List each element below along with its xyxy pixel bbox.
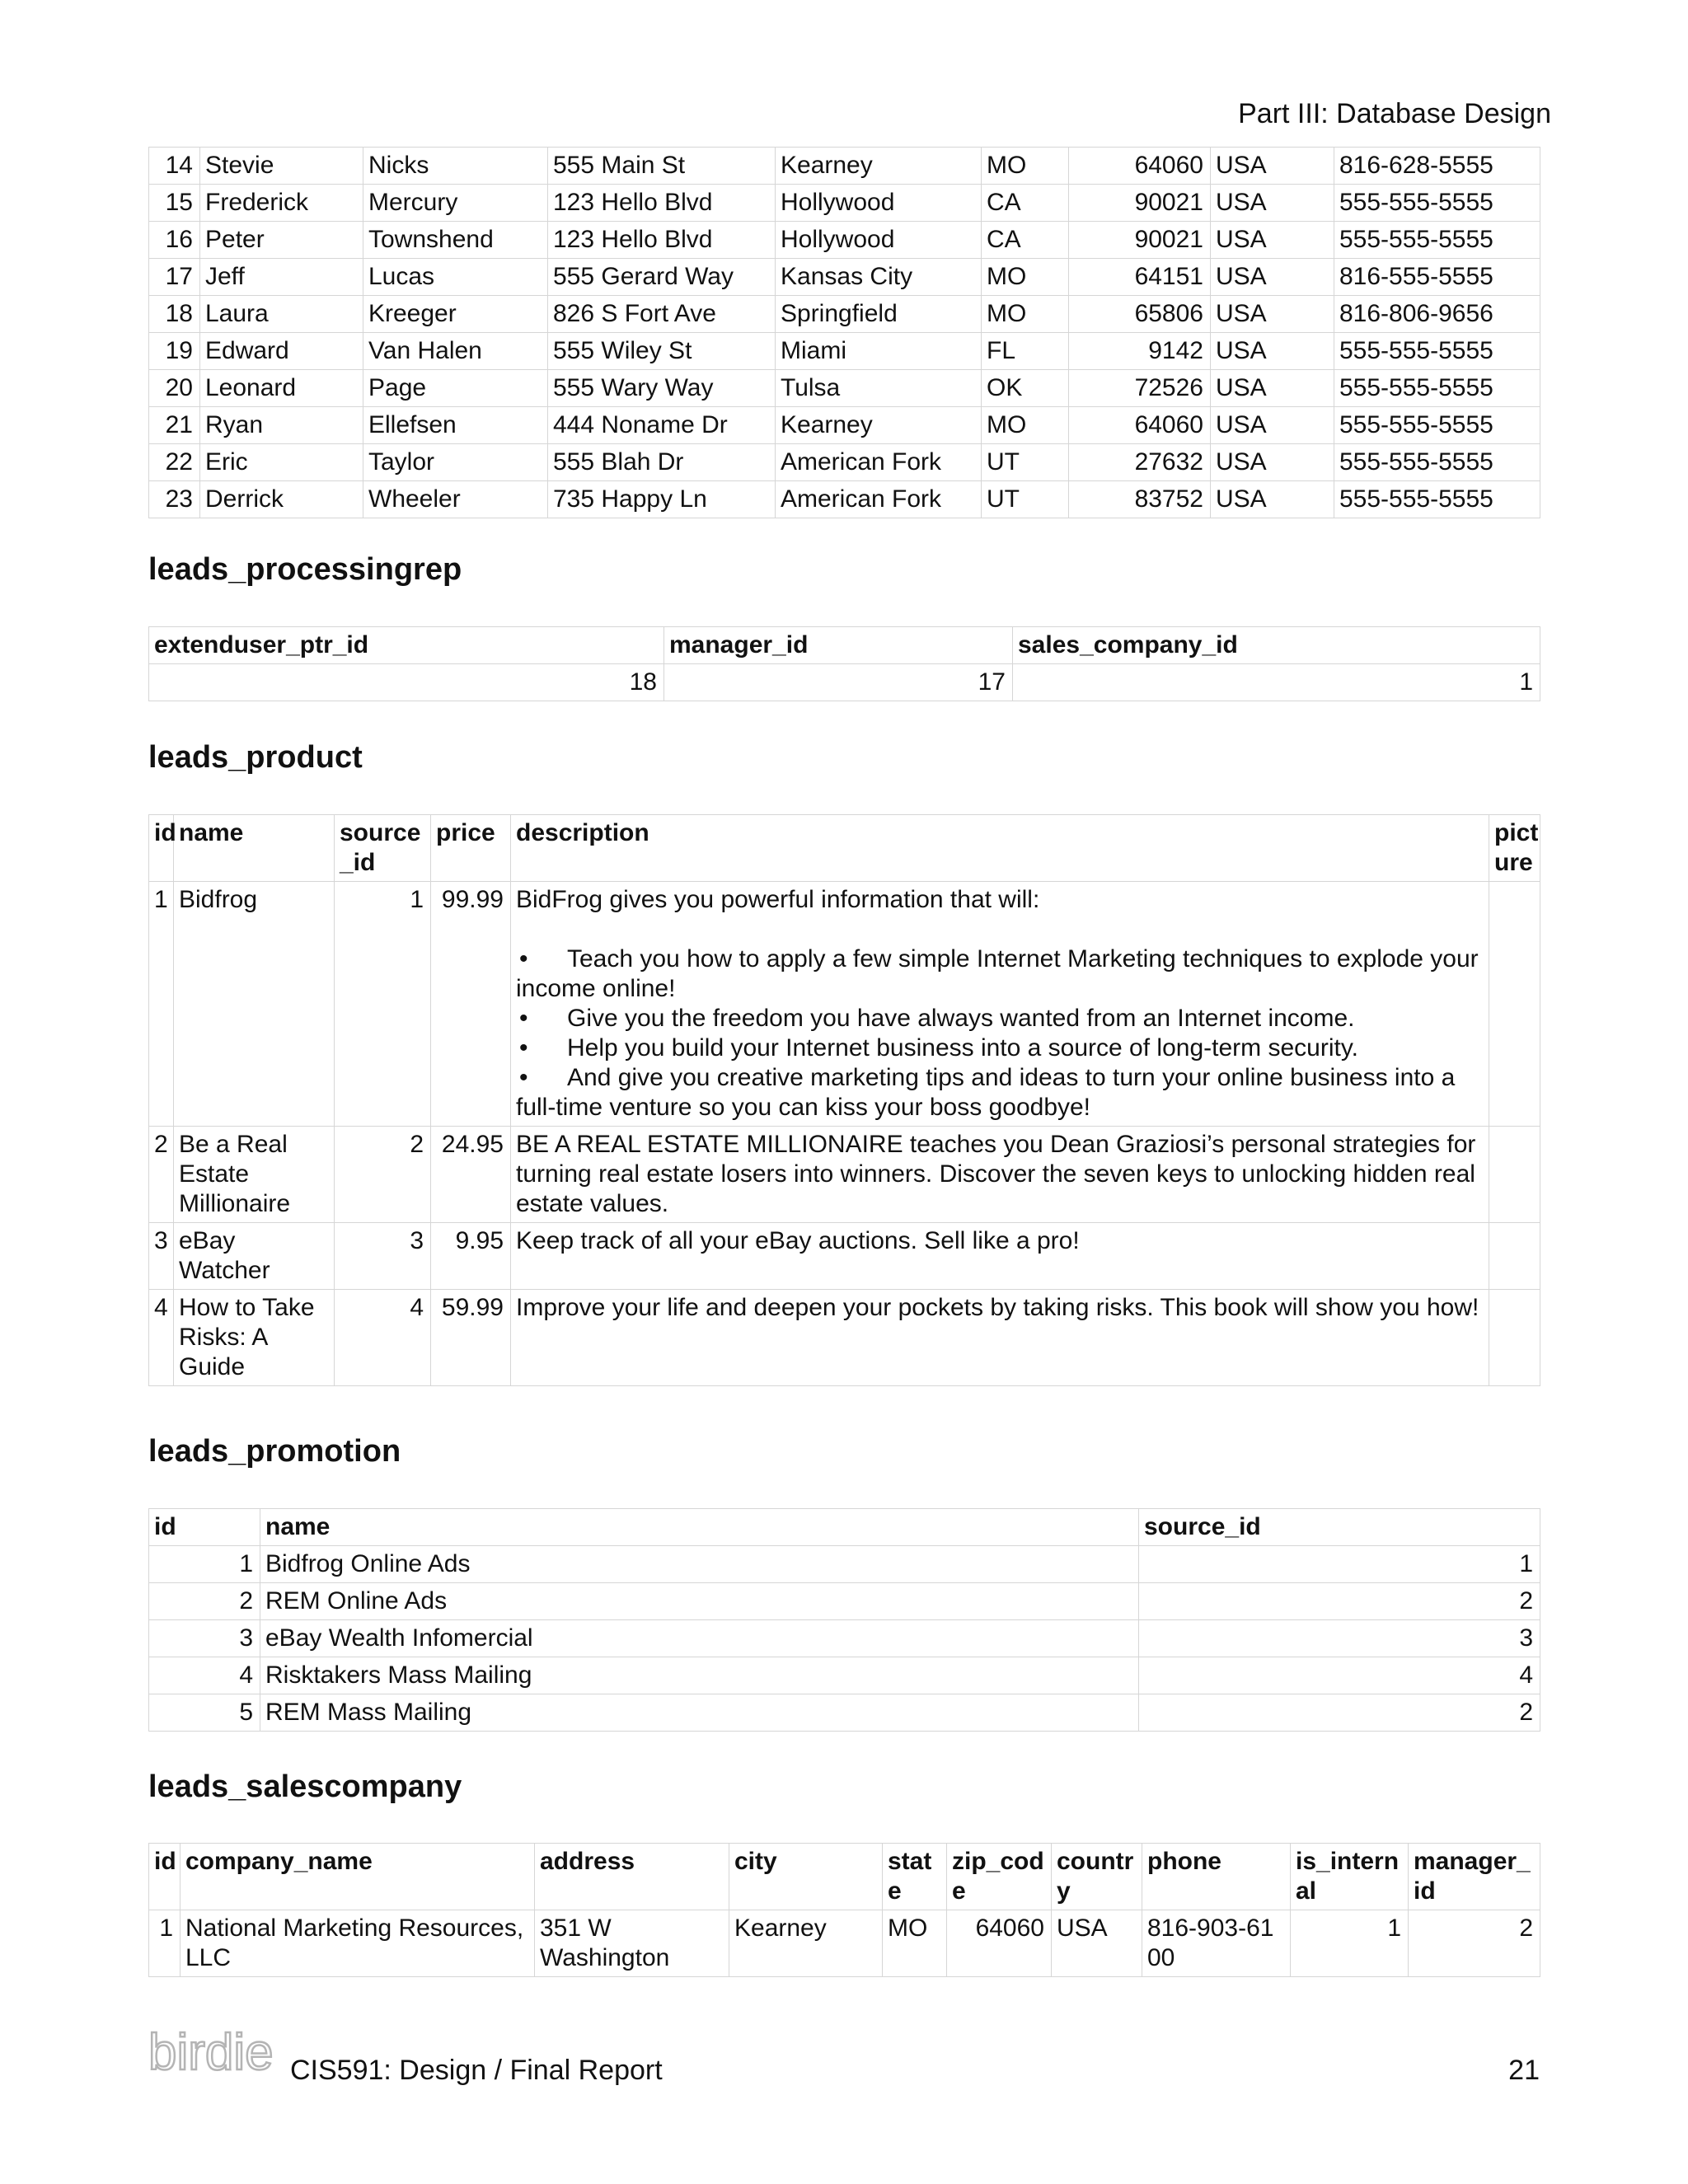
processingrep-table [148, 626, 1540, 701]
bullet-icon: • [519, 945, 528, 972]
product-picture-cell [1489, 882, 1540, 1127]
salescompany-phone-cell: 816-903-61 00 [1142, 1910, 1291, 1977]
table-header-row [149, 627, 1540, 664]
customer-id-cell: 23 [149, 481, 200, 518]
customer-city-cell: American Fork [776, 481, 982, 518]
salescompany-city-cell: Kearney [729, 1910, 883, 1977]
customer-address-cell: 444 Noname Dr [548, 407, 776, 444]
table-row [149, 407, 1540, 444]
table-row [149, 185, 1540, 222]
customer-state-cell: MO [982, 259, 1069, 296]
product-picture-cell [1489, 1127, 1540, 1223]
customer-state-cell: OK [982, 370, 1069, 407]
product-price-cell: 9.95 [431, 1223, 511, 1290]
promotion-table [148, 1508, 1540, 1732]
table-row [149, 882, 1540, 1127]
customer-state-cell: CA [982, 222, 1069, 259]
customer-country-cell: USA [1211, 370, 1334, 407]
column-header: is_intern al [1291, 1844, 1409, 1910]
salescompany-zip-code-cell: 64060 [947, 1910, 1052, 1977]
promotion-id-cell: 4 [149, 1657, 260, 1694]
processingrep-cell: 18 [149, 664, 664, 701]
customer-first-cell: Ryan [200, 407, 363, 444]
customer-phone-cell: 555-555-5555 [1334, 333, 1540, 370]
customer-last-cell: Mercury [363, 185, 548, 222]
product-price-cell: 24.95 [431, 1127, 511, 1223]
customer-zip-cell: 90021 [1069, 185, 1211, 222]
salescompany-country-cell: USA [1052, 1910, 1142, 1977]
column-header: company_name [181, 1844, 535, 1910]
customer-country-cell: USA [1211, 481, 1334, 518]
list-item [516, 1063, 1482, 1122]
product-source-id-cell: 3 [335, 1223, 431, 1290]
customer-phone-cell: 816-628-5555 [1334, 148, 1540, 185]
customer-zip-cell: 64151 [1069, 259, 1211, 296]
product-name-cell: How to Take Risks: A Guide [174, 1290, 335, 1386]
salescompany-table [148, 1843, 1540, 1977]
customer-country-cell: USA [1211, 259, 1334, 296]
product-picture-cell [1489, 1290, 1540, 1386]
customer-phone-cell: 555-555-5555 [1334, 222, 1540, 259]
customer-last-cell: Taylor [363, 444, 548, 481]
table-row [149, 1694, 1540, 1732]
column-header: sales_company_id [1013, 627, 1540, 664]
column-header: manager_id [664, 627, 1013, 664]
bullet-icon: • [519, 1005, 528, 1032]
product-source-id-cell: 2 [335, 1127, 431, 1223]
product-description-cell: Keep track of all your eBay auctions. Sell like a pro! [511, 1223, 1489, 1290]
promotion-name-cell: REM Online Ads [260, 1583, 1139, 1620]
customer-last-cell: Ellefsen [363, 407, 548, 444]
customer-last-cell: Lucas [363, 259, 548, 296]
salescompany-manager-id-cell: 2 [1409, 1910, 1540, 1977]
salescompany-state-cell: MO [883, 1910, 947, 1977]
customer-first-cell: Leonard [200, 370, 363, 407]
column-header: id [149, 1844, 181, 1910]
product-source-id-cell: 1 [335, 882, 431, 1127]
promotion-name-cell: Risktakers Mass Mailing [260, 1657, 1139, 1694]
description-bullet-list [516, 944, 1482, 1122]
customer-phone-cell: 816-555-5555 [1334, 259, 1540, 296]
promotion-name-cell: REM Mass Mailing [260, 1694, 1139, 1732]
customer-zip-cell: 90021 [1069, 222, 1211, 259]
product-description-cell: BE A REAL ESTATE MILLIONAIRE teaches you Dean Graziosi’s personal strategies for turning real estate losers into winners. Discover the seven keys to unlocking hidden real estate values. [511, 1127, 1489, 1223]
list-item [516, 1033, 1482, 1063]
promotion-id-cell: 2 [149, 1583, 260, 1620]
section-title-promotion: leads_promotion [148, 1434, 401, 1469]
customer-id-cell: 17 [149, 259, 200, 296]
column-header: id [149, 815, 174, 882]
customer-city-cell: Kearney [776, 148, 982, 185]
customer-zip-cell: 72526 [1069, 370, 1211, 407]
customer-address-cell: 555 Main St [548, 148, 776, 185]
table-header-row [149, 1509, 1540, 1546]
page-number: 21 [1508, 2055, 1540, 2086]
section-title-processingrep: leads_processingrep [148, 552, 462, 587]
column-header: countr y [1052, 1844, 1142, 1910]
table-row [149, 222, 1540, 259]
list-item-text: Help you build your Internet business into a source of long-term security. [567, 1034, 1358, 1062]
promotion-id-cell: 1 [149, 1546, 260, 1583]
promotion-id-cell: 3 [149, 1620, 260, 1657]
customer-state-cell: UT [982, 481, 1069, 518]
customer-phone-cell: 555-555-5555 [1334, 481, 1540, 518]
customer-zip-cell: 64060 [1069, 407, 1211, 444]
list-item-text: Give you the freedom you have always wanted from an Internet income. [567, 1005, 1355, 1032]
customer-zip-cell: 9142 [1069, 333, 1211, 370]
customer-address-cell: 555 Gerard Way [548, 259, 776, 296]
table-row [149, 1657, 1540, 1694]
promotion-source-id-cell: 4 [1139, 1657, 1540, 1694]
customer-city-cell: Hollywood [776, 185, 982, 222]
section-title-salescompany: leads_salescompany [148, 1769, 462, 1804]
salescompany-address-cell: 351 W Washington [535, 1910, 729, 1977]
customer-first-cell: Jeff [200, 259, 363, 296]
column-header: city [729, 1844, 883, 1910]
customer-country-cell: USA [1211, 185, 1334, 222]
customer-state-cell: MO [982, 296, 1069, 333]
product-id-cell: 2 [149, 1127, 174, 1223]
birdie-logo-text: birdie [148, 2024, 274, 2081]
column-header: name [260, 1509, 1139, 1546]
promotion-source-id-cell: 2 [1139, 1694, 1540, 1732]
column-header: extenduser_ptr_id [149, 627, 664, 664]
product-picture-cell [1489, 1223, 1540, 1290]
customer-first-cell: Edward [200, 333, 363, 370]
customer-city-cell: Kearney [776, 407, 982, 444]
customer-id-cell: 15 [149, 185, 200, 222]
customer-country-cell: USA [1211, 333, 1334, 370]
customer-address-cell: 735 Happy Ln [548, 481, 776, 518]
customer-id-cell: 19 [149, 333, 200, 370]
footer-course: CIS591: Design / Final Report [290, 2055, 663, 2086]
customer-id-cell: 20 [149, 370, 200, 407]
customer-id-cell: 16 [149, 222, 200, 259]
product-description-cell: Improve your life and deepen your pockets by taking risks. This book will show you how! [511, 1290, 1489, 1386]
list-item [516, 944, 1482, 1004]
product-source-id-cell: 4 [335, 1290, 431, 1386]
salescompany-id-cell: 1 [149, 1910, 181, 1977]
product-id-cell: 3 [149, 1223, 174, 1290]
product-table [148, 814, 1540, 1386]
product-name-cell: Be a Real Estate Millionaire [174, 1127, 335, 1223]
customer-city-cell: Kansas City [776, 259, 982, 296]
column-header: zip_cod e [947, 1844, 1052, 1910]
customer-state-cell: CA [982, 185, 1069, 222]
customer-address-cell: 123 Hello Blvd [548, 185, 776, 222]
list-item-text: Teach you how to apply a few simple Internet Marketing techniques to explode your income online! [516, 945, 1479, 1002]
column-header: stat e [883, 1844, 947, 1910]
table-row [149, 259, 1540, 296]
table-row [149, 148, 1540, 185]
customer-phone-cell: 555-555-5555 [1334, 407, 1540, 444]
product-name-cell: Bidfrog [174, 882, 335, 1127]
customer-last-cell: Townshend [363, 222, 548, 259]
customer-first-cell: Derrick [200, 481, 363, 518]
column-header: address [535, 1844, 729, 1910]
customer-address-cell: 555 Wiley St [548, 333, 776, 370]
customer-phone-cell: 555-555-5555 [1334, 370, 1540, 407]
customer-city-cell: Tulsa [776, 370, 982, 407]
bullet-icon: • [519, 1064, 528, 1091]
promotion-id-cell: 5 [149, 1694, 260, 1732]
promotion-source-id-cell: 2 [1139, 1583, 1540, 1620]
customer-first-cell: Peter [200, 222, 363, 259]
promotion-source-id-cell: 3 [1139, 1620, 1540, 1657]
column-header: source _id [335, 815, 431, 882]
column-header: name [174, 815, 335, 882]
customers-table [148, 147, 1540, 518]
product-id-cell: 4 [149, 1290, 174, 1386]
customer-address-cell: 555 Wary Way [548, 370, 776, 407]
table-row [149, 1290, 1540, 1386]
customer-first-cell: Frederick [200, 185, 363, 222]
promotion-source-id-cell: 1 [1139, 1546, 1540, 1583]
customer-country-cell: USA [1211, 148, 1334, 185]
customer-zip-cell: 65806 [1069, 296, 1211, 333]
customer-first-cell: Laura [200, 296, 363, 333]
customer-id-cell: 14 [149, 148, 200, 185]
customer-zip-cell: 64060 [1069, 148, 1211, 185]
customer-phone-cell: 555-555-5555 [1334, 185, 1540, 222]
table-row [149, 1223, 1540, 1290]
customer-first-cell: Stevie [200, 148, 363, 185]
customer-country-cell: USA [1211, 296, 1334, 333]
birdie-logo [148, 2023, 272, 2081]
customer-phone-cell: 816-806-9656 [1334, 296, 1540, 333]
section-title-product: leads_product [148, 740, 363, 775]
customer-city-cell: American Fork [776, 444, 982, 481]
customer-country-cell: USA [1211, 222, 1334, 259]
column-header: phone [1142, 1844, 1291, 1910]
customer-first-cell: Eric [200, 444, 363, 481]
customer-state-cell: UT [982, 444, 1069, 481]
customer-last-cell: Wheeler [363, 481, 548, 518]
customer-address-cell: 826 S Fort Ave [548, 296, 776, 333]
table-row [149, 664, 1540, 701]
table-row [149, 444, 1540, 481]
customer-city-cell: Springfield [776, 296, 982, 333]
promotion-name-cell: eBay Wealth Infomercial [260, 1620, 1139, 1657]
customer-state-cell: MO [982, 148, 1069, 185]
table-row [149, 370, 1540, 407]
table-row [149, 333, 1540, 370]
bullet-icon: • [519, 1034, 528, 1062]
table-row [149, 1910, 1540, 1977]
product-id-cell: 1 [149, 882, 174, 1127]
customer-last-cell: Page [363, 370, 548, 407]
customer-state-cell: MO [982, 407, 1069, 444]
table-row [149, 296, 1540, 333]
product-description-cell [511, 882, 1489, 1127]
customer-address-cell: 555 Blah Dr [548, 444, 776, 481]
customer-zip-cell: 83752 [1069, 481, 1211, 518]
customer-phone-cell: 555-555-5555 [1334, 444, 1540, 481]
column-header: price [431, 815, 511, 882]
customer-id-cell: 18 [149, 296, 200, 333]
table-row [149, 1546, 1540, 1583]
column-header: source_id [1139, 1509, 1540, 1546]
customer-id-cell: 21 [149, 407, 200, 444]
product-price-cell: 59.99 [431, 1290, 511, 1386]
table-header-row [149, 815, 1540, 882]
customer-last-cell: Van Halen [363, 333, 548, 370]
processingrep-cell: 17 [664, 664, 1013, 701]
customer-last-cell: Nicks [363, 148, 548, 185]
customer-city-cell: Hollywood [776, 222, 982, 259]
product-price-cell: 99.99 [431, 882, 511, 1127]
promotion-name-cell: Bidfrog Online Ads [260, 1546, 1139, 1583]
customer-country-cell: USA [1211, 407, 1334, 444]
column-header: id [149, 1509, 260, 1546]
customer-city-cell: Miami [776, 333, 982, 370]
customer-state-cell: FL [982, 333, 1069, 370]
customer-country-cell: USA [1211, 444, 1334, 481]
page-header: Part III: Database Design [1238, 98, 1551, 129]
product-name-cell: eBay Watcher [174, 1223, 335, 1290]
table-row [149, 481, 1540, 518]
customer-address-cell: 123 Hello Blvd [548, 222, 776, 259]
list-item [516, 1004, 1482, 1033]
processingrep-cell: 1 [1013, 664, 1540, 701]
table-row [149, 1583, 1540, 1620]
customer-last-cell: Kreeger [363, 296, 548, 333]
table-row [149, 1620, 1540, 1657]
column-header: manager_ id [1409, 1844, 1540, 1910]
column-header: pict ure [1489, 815, 1540, 882]
table-row [149, 1127, 1540, 1223]
table-header-row [149, 1844, 1540, 1910]
description-intro: BidFrog gives you powerful information that will: [516, 886, 1040, 913]
column-header: description [511, 815, 1489, 882]
salescompany-company-name-cell: National Marketing Resources, LLC [181, 1910, 535, 1977]
customer-id-cell: 22 [149, 444, 200, 481]
list-item-text: And give you creative marketing tips and ideas to turn your online business into a full-time venture so you can kiss your boss goodbye! [516, 1064, 1456, 1121]
salescompany-is-internal-cell: 1 [1291, 1910, 1409, 1977]
customer-zip-cell: 27632 [1069, 444, 1211, 481]
